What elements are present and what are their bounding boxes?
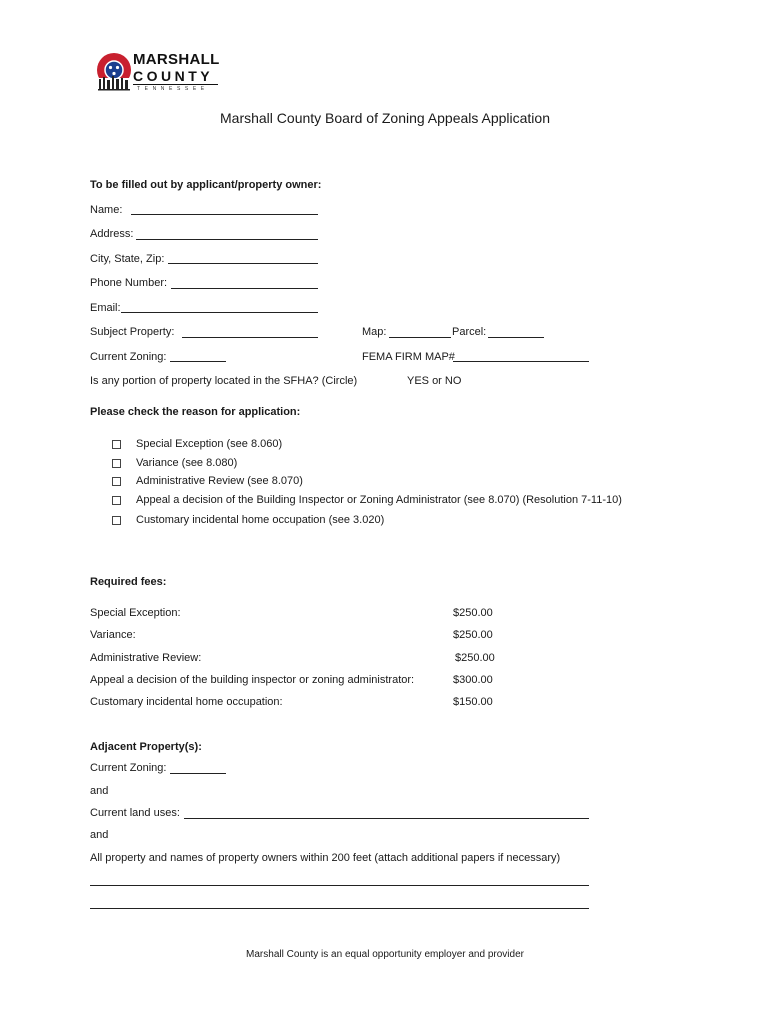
- fee-amount: $150.00: [453, 696, 493, 708]
- email-label: Email:: [90, 302, 121, 314]
- logo-name-line2: COUNTY: [133, 68, 214, 84]
- checkbox-special-exception[interactable]: [112, 440, 121, 449]
- reason-item: Appeal a decision of the Building Inspector or Zoning Administrator (see 8.070) (Resolution 7-11-10): [136, 494, 622, 506]
- and-text: and: [90, 785, 109, 797]
- land-uses-label: Current land uses:: [90, 807, 180, 819]
- phone-field[interactable]: [171, 288, 318, 289]
- adjacent-zoning-field[interactable]: [170, 773, 226, 774]
- fee-label: Appeal a decision of the building inspector or zoning administrator:: [90, 674, 415, 686]
- name-label: Name:: [90, 204, 123, 216]
- owners-label: All property and names of property owners within 200 feet (attach additional papers if necessary): [90, 852, 561, 864]
- reason-item: Administrative Review (see 8.070): [136, 475, 303, 487]
- and-text: and: [90, 829, 109, 841]
- land-uses-field[interactable]: [184, 818, 589, 819]
- current-zoning-field[interactable]: [170, 361, 226, 362]
- adjacent-zoning-label: Current Zoning:: [90, 762, 167, 774]
- county-logo: [95, 50, 225, 98]
- logo-divider: [133, 84, 218, 85]
- logo-name-line1: MARSHALL: [133, 51, 220, 68]
- fee-amount: $250.00: [453, 629, 493, 641]
- email-field[interactable]: [121, 312, 318, 313]
- tennessee-seal-icon: [95, 50, 135, 94]
- sfha-question: Is any portion of property located in the SFHA? (Circle): [90, 375, 358, 387]
- checkbox-appeal-decision[interactable]: [112, 496, 121, 505]
- fema-label: FEMA FIRM MAP#: [362, 351, 455, 363]
- city-field[interactable]: [168, 263, 318, 264]
- checkbox-variance[interactable]: [112, 459, 121, 468]
- fee-label: Special Exception:: [90, 607, 181, 619]
- owners-field-line1[interactable]: [90, 885, 589, 886]
- checkbox-home-occupation[interactable]: [112, 516, 121, 525]
- logo-state: TENNESSEE: [137, 86, 209, 92]
- city-label: City, State, Zip:: [90, 253, 165, 265]
- fee-amount: $300.00: [453, 674, 493, 686]
- form-title: Marshall County Board of Zoning Appeals Application: [220, 110, 550, 126]
- fee-label: Customary incidental home occupation:: [90, 696, 283, 708]
- parcel-label: Parcel:: [452, 326, 487, 338]
- adjacent-heading: Adjacent Property(s):: [90, 741, 202, 753]
- footer-note: Marshall County is an equal opportunity employer and provider: [246, 949, 524, 960]
- reason-item: Customary incidental home occupation (see 3.020): [136, 514, 385, 526]
- reason-item: Special Exception (see 8.060): [136, 438, 283, 450]
- subject-property-field[interactable]: [182, 337, 318, 338]
- map-label: Map:: [362, 326, 387, 338]
- subject-property-label: Subject Property:: [90, 326, 175, 338]
- address-label: Address:: [90, 228, 134, 240]
- fee-label: Administrative Review:: [90, 652, 202, 664]
- fee-label: Variance:: [90, 629, 136, 641]
- fee-amount: $250.00: [455, 652, 495, 664]
- address-field[interactable]: [136, 239, 318, 240]
- map-field[interactable]: [389, 337, 451, 338]
- checkbox-administrative-review[interactable]: [112, 477, 121, 486]
- phone-label: Phone Number:: [90, 277, 168, 289]
- reasons-heading: Please check the reason for application:: [90, 406, 301, 418]
- fee-amount: $250.00: [453, 607, 493, 619]
- fema-field[interactable]: [453, 361, 589, 362]
- owners-field-line2[interactable]: [90, 908, 589, 909]
- sfha-answer[interactable]: YES or NO: [407, 375, 462, 387]
- applicant-heading: To be filled out by applicant/property owner:: [90, 179, 322, 191]
- fees-heading: Required fees:: [90, 576, 167, 588]
- current-zoning-label: Current Zoning:: [90, 351, 167, 363]
- parcel-field[interactable]: [488, 337, 544, 338]
- reason-item: Variance (see 8.080): [136, 457, 238, 469]
- name-field[interactable]: [131, 214, 318, 215]
